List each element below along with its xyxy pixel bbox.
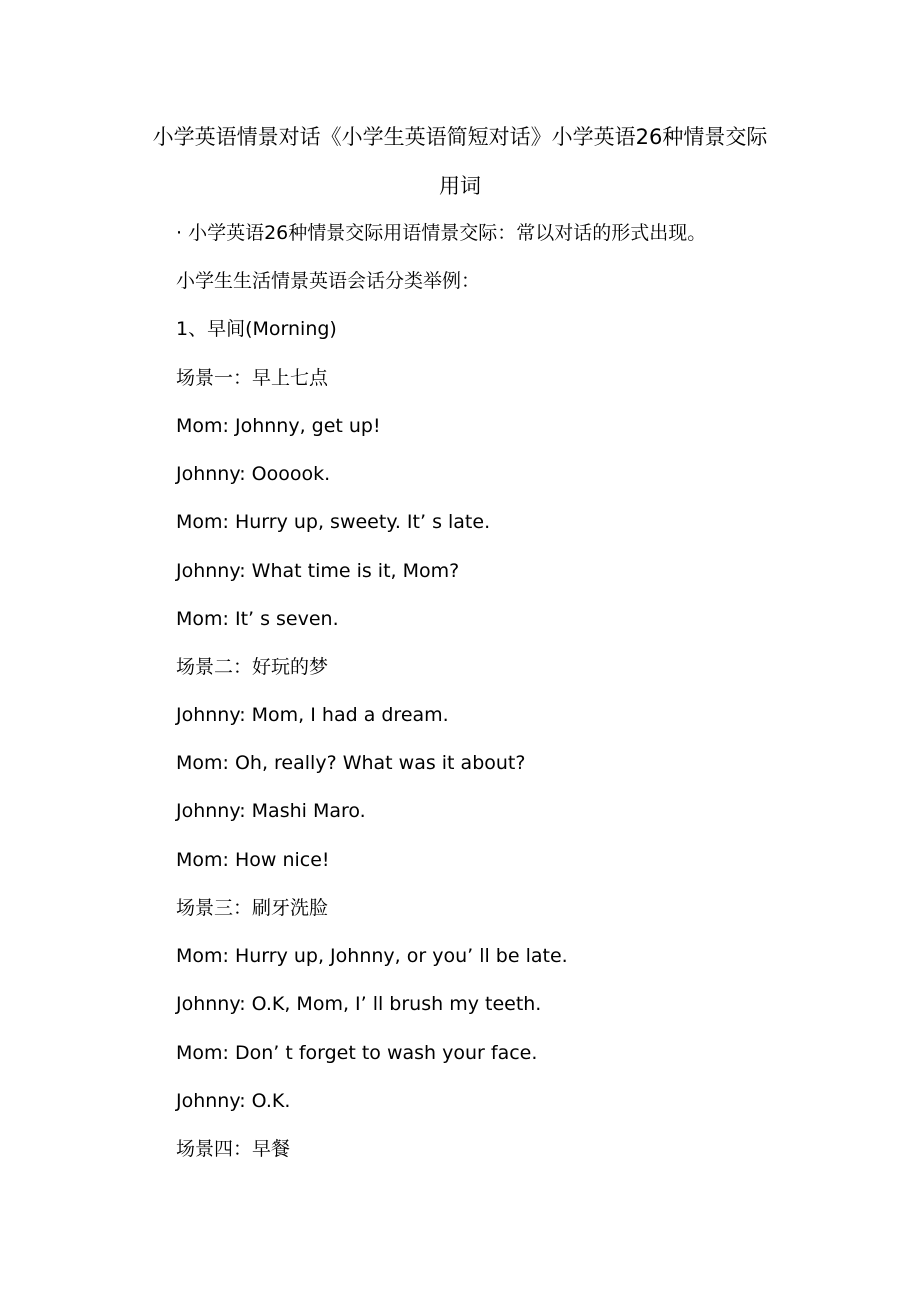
scene-heading-3: 场景三：刷牙洗脸	[176, 897, 329, 919]
scene-heading-2: 场景二：好玩的梦	[176, 656, 329, 678]
dialogue-line: Mom: Hurry up, Johnny, or you’ ll be late.	[176, 945, 568, 967]
dialogue-line: Johnny: Mom, I had a dream.	[176, 704, 449, 726]
dialogue-line: Mom: It’ s seven.	[176, 608, 339, 630]
intro-line: · 小学英语26种情景交际用语情景交际：常以对话的形式出现。	[176, 222, 707, 244]
document-title-line-1: 小学英语情景对话《小学生英语简短对话》小学英语26种情景交际	[152, 125, 768, 149]
dialogue-line: Johnny: O.K.	[176, 1090, 291, 1112]
dialogue-line: Johnny: Oooook.	[176, 463, 331, 485]
dialogue-line: Johnny: O.K, Mom, I’ ll brush my teeth.	[176, 993, 542, 1015]
dialogue-line: Johnny: What time is it, Mom?	[176, 560, 460, 582]
dialogue-line: Mom: How nice!	[176, 849, 330, 871]
category-heading: 小学生生活情景英语会话分类举例：	[176, 270, 481, 292]
dialogue-line: Mom: Hurry up, sweety. It’ s late.	[176, 511, 491, 533]
dialogue-line: Mom: Don’ t forget to wash your face.	[176, 1042, 538, 1064]
section-heading-morning: 1、早间(Morning)	[176, 318, 337, 340]
dialogue-line: Mom: Oh, really? What was it about?	[176, 752, 526, 774]
dialogue-line: Johnny: Mashi Maro.	[176, 800, 366, 822]
dialogue-line: Mom: Johnny, get up!	[176, 415, 381, 437]
document-title-line-2: 用词	[439, 174, 481, 198]
scene-heading-1: 场景一：早上七点	[176, 367, 329, 389]
scene-heading-4: 场景四：早餐	[176, 1138, 291, 1160]
